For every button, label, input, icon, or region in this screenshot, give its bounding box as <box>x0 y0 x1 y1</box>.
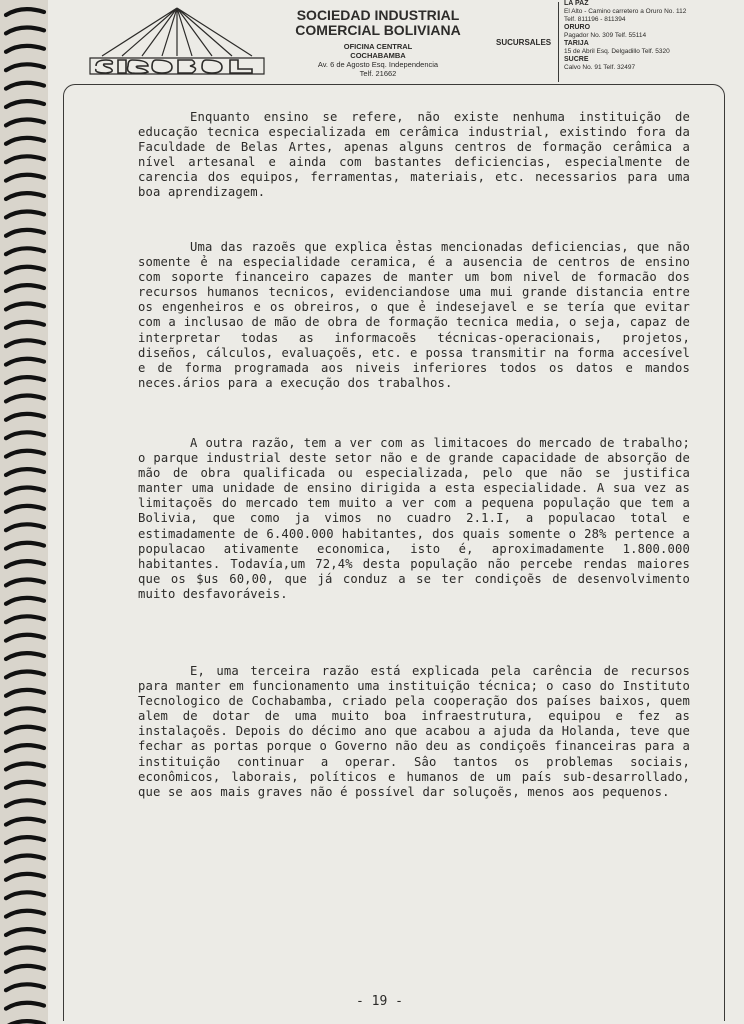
office-city: COCHABAMBA <box>350 51 406 60</box>
branch-list <box>564 0 742 72</box>
branch-oruro <box>564 24 742 40</box>
branch-city: ORURO <box>564 24 591 31</box>
branch-line: Pagador No. 309 Telf. 55114 <box>564 32 647 39</box>
branch-la-paz <box>564 0 742 24</box>
paragraph-2-text: Uma das razoẽs que explica ẻstas mencionadas deficiencias, que não somente ẻ na especialidade ceramica, é a ausencia de centros de ensino com soporte financeiro capazes de manter um bom nivel de formacão dos recursos humanos tecnicos, evidenciandose uma mui grande distancia entre os engenheiros e os obreiros, o que ẻ indesejavel e se tería que evitar com a inclusao de mão de obra de formação tecnica media, o seja, capaz de interpretar todas as informacoẽs técnicas-operacionais, projetos, diseños, cálculos, evaluaçoẽs, etc. e possa transmitir na forma accesível e de forma programada aos niveis inferiores todos os datos e mandos neces.ários para a execução dos trabalhos. <box>138 240 690 390</box>
office-phone: Telf. 21662 <box>359 69 397 78</box>
branch-city: LA PAZ <box>564 0 589 7</box>
branch-tarija <box>564 40 742 56</box>
sucursales-label: SUCURSALES <box>496 38 552 47</box>
page-number: - 19 - <box>356 994 403 1009</box>
branch-line: Calvo No. 91 Telf. 32497 <box>564 64 636 71</box>
paragraph-4 <box>138 664 690 800</box>
branch-line: El Alto - Camino carretero a Oruro No. 112 <box>564 8 687 15</box>
paragraph-3 <box>138 436 690 602</box>
office-info <box>278 42 478 78</box>
branch-city: SUCRE <box>564 56 589 63</box>
paragraph-4-text: E, uma terceira razão está explicada pela carência de recursos para manter em funcionamento uma instituição técnica; o caso do Instituto Tecnologico de Cochabamba, criado pela cooperação dos países baixos, quem alem de dotar de uma muito boa infraestrutura, equipou e fez as instalaçoẽs. Depois do décimo ano que acabou a ajuda da Holanda, teve que fechar as portas porque o Governo não deu as condiçoẽs financeiras para a instituição continuar a operar. Sâo tantos os problemas sociais, econômicos, laborais, políticos e humanos de um país sub-desarrollado, que se aos mais graves não é possível dar soluçoẽs, menos aos pequenos. <box>138 664 690 799</box>
spiral-binding <box>0 0 48 1024</box>
office-label: OFICINA CENTRAL <box>343 42 413 51</box>
paragraph-3-text: A outra razão, tem a ver com as limitacoes do mercado de trabalho; o parque industrial deste setor não e de grande capacidade de absorção de mão de obra qualificada ou especializada, pelo que não se justifica manter uma unidade de ensino dirigida a esta especialidade. A sua vez as limitaçoẽs do mercado tem muito a ver com a pequena população que tem a Bolivia, que como ja vimos no cuadro 2.1.I, a populacao total e estimadamente de 6.400.000 habitantes, dos quais somente o 28% pertence a populacao ativamente economica, isto é, aproximadamente 1.800.000 habitantes. Todavía,um 72,4% desta população não percebe rendas maiores que os $us 60,00, que já conduz a se ter condiçoẽs de desenvolvimento muito desfavoráveis. <box>138 436 690 601</box>
paragraph-1-text: Enquanto ensino se refere, não existe nenhuma instituição de educação tecnica especializada em cerâmica industrial, existindo fora da Faculdade de Belas Artes, apenas alguns centros de formação cerâmica a nível artesanal e ainda com bastantes deficiencias, especialmente de carencia dos equipos, ferramentas, materiais, etc. necessarios para uma boa aprendizagem. <box>138 110 690 200</box>
branch-city: TARIJA <box>564 40 589 47</box>
sicobol-logo <box>82 6 272 76</box>
paragraph-1 <box>138 110 690 201</box>
branch-sucre <box>564 56 742 72</box>
letterhead <box>38 0 744 88</box>
branch-line: 15 de Abril Esq. Delgadillo Telf. 5320 <box>564 48 670 55</box>
company-name: SOCIEDAD INDUSTRIAL COMERCIAL BOLIVIANA <box>295 7 461 38</box>
branch-line: Telf. 811196 - 811394 <box>564 16 626 23</box>
office-address: Av. 6 de Agosto Esq. Independencia <box>317 60 439 69</box>
paragraph-2 <box>138 240 690 391</box>
divider-line <box>558 2 559 82</box>
